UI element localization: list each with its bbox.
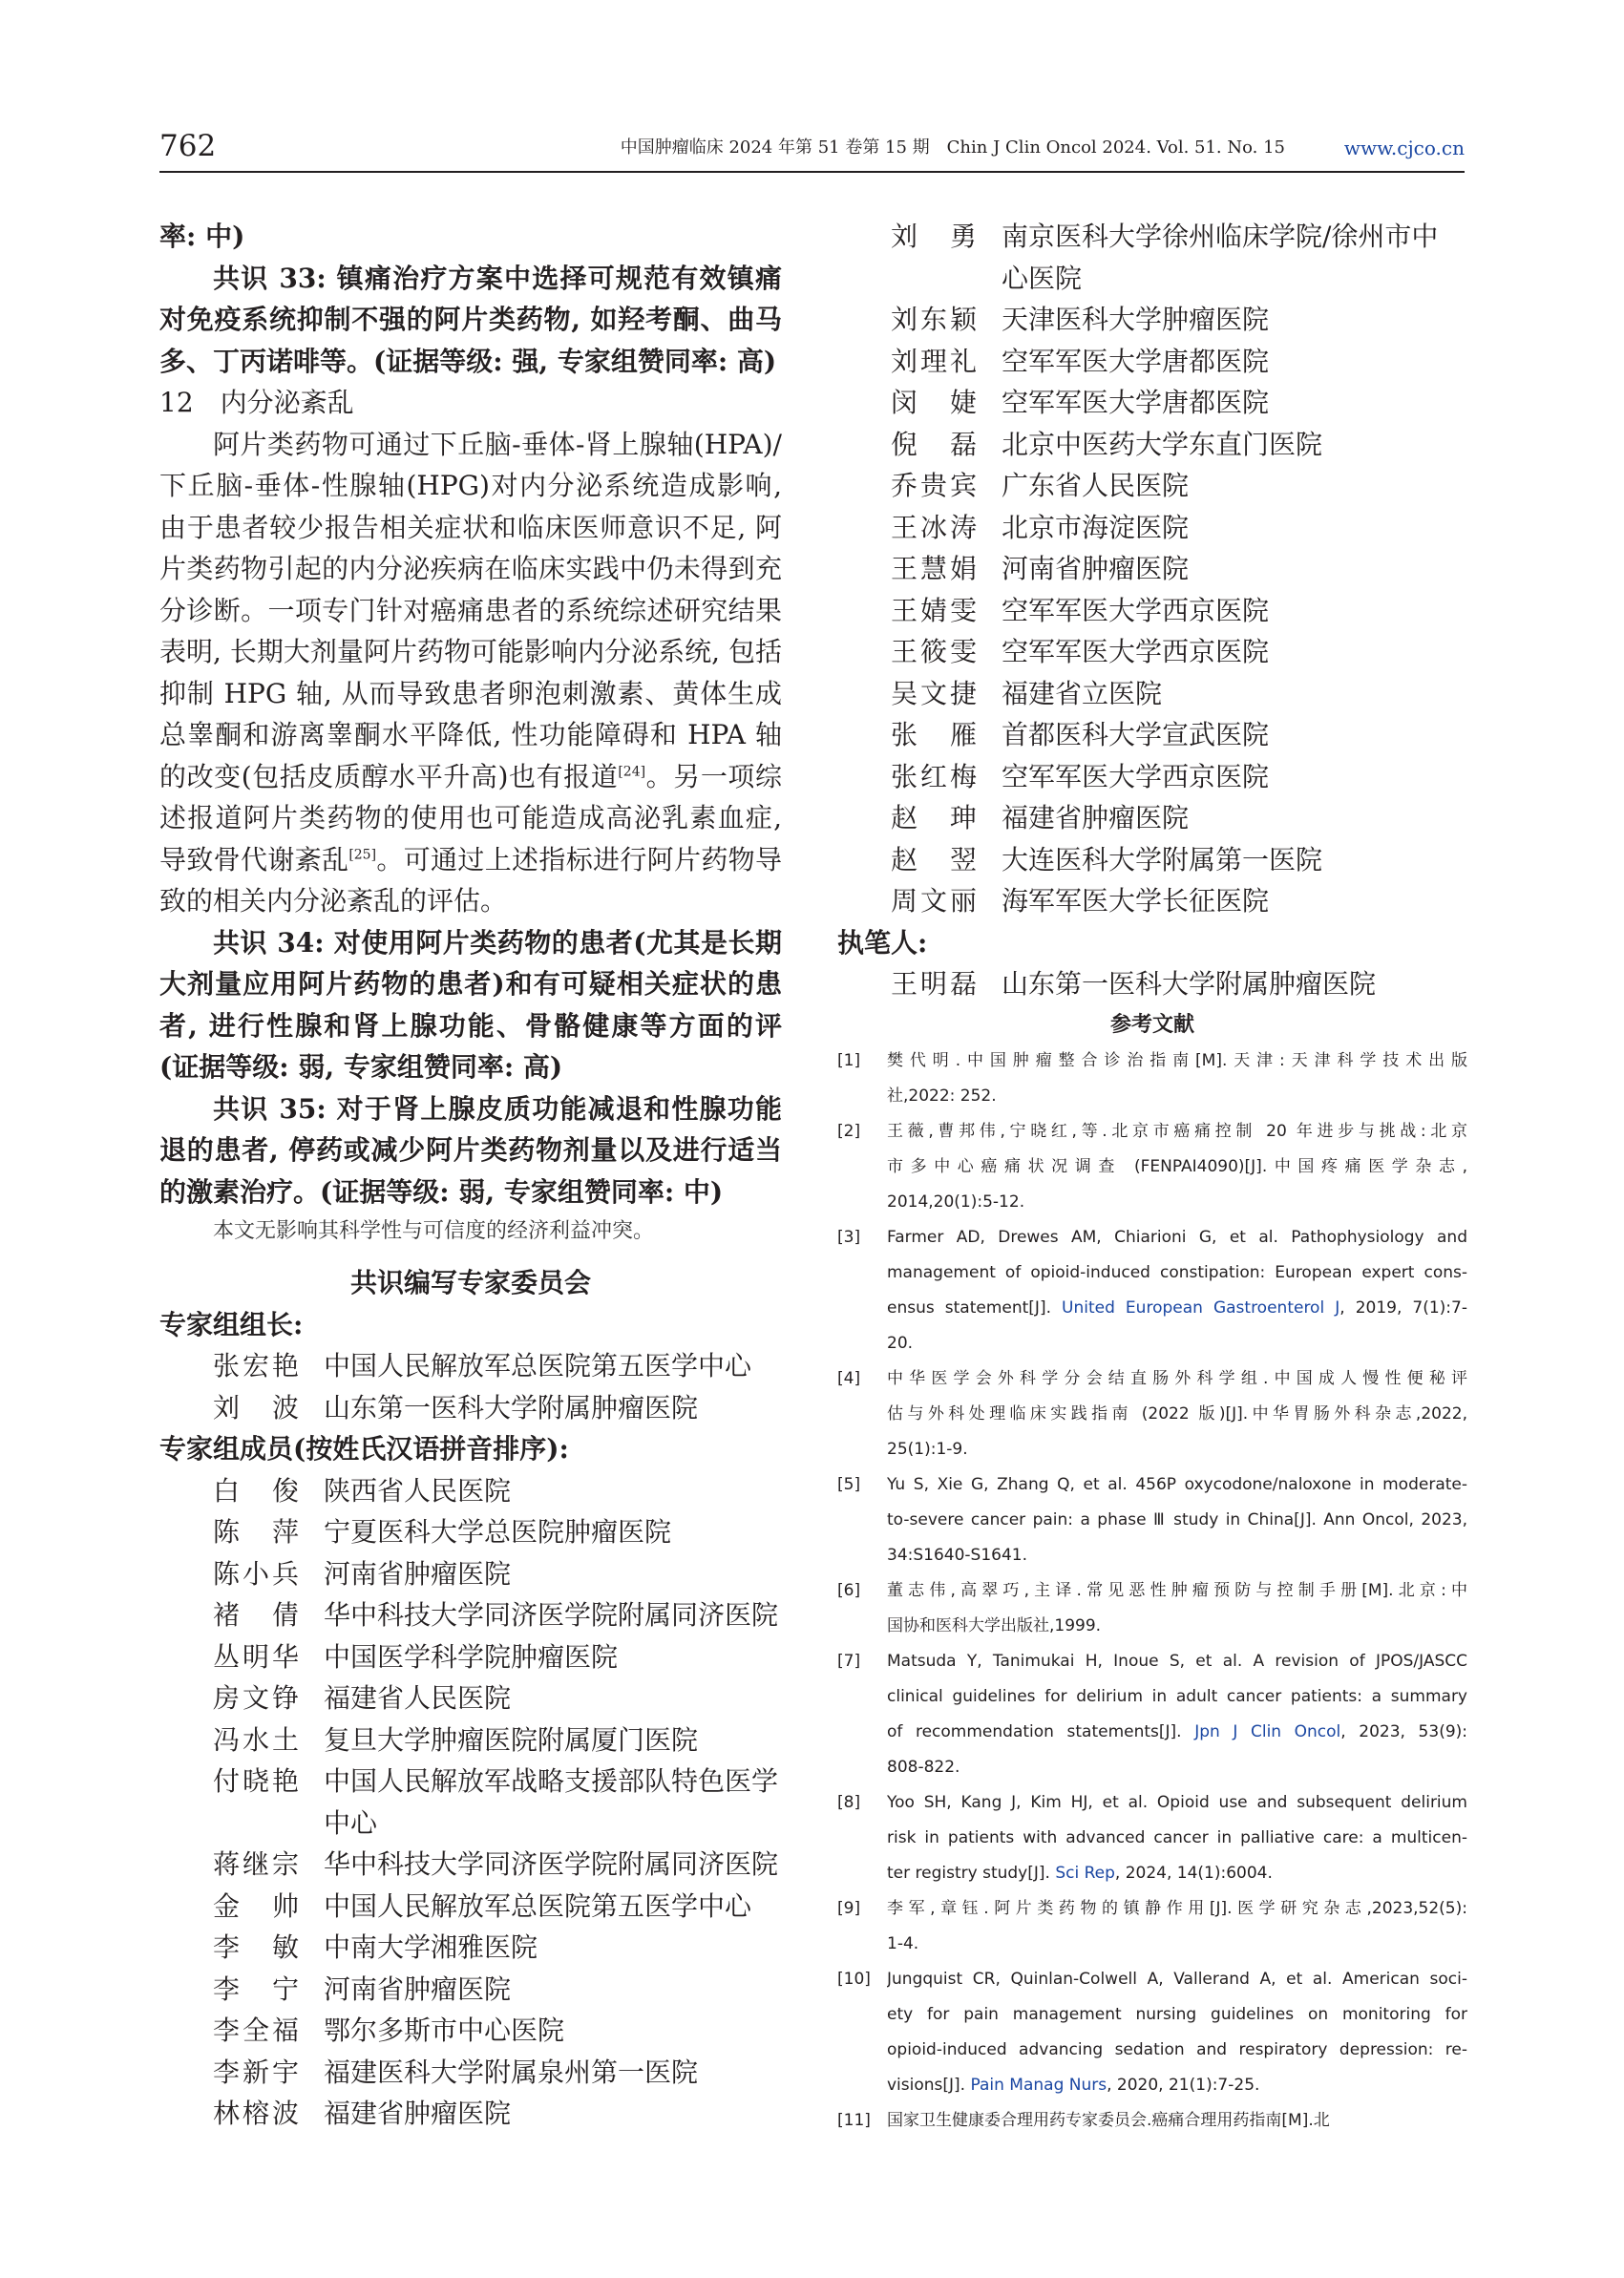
reference-text: ensus statement[J]. xyxy=(887,1297,1063,1318)
reference-line: 李军,章钰.阿片类药物的镇静作用[J].医学研究杂志,2023,52(5): xyxy=(887,1898,1467,1918)
member-affiliation: 华中科技大学同济医学院附属同济医院 xyxy=(324,1848,779,1880)
consensus-35: 的激素治疗。(证据等级: 弱, 专家组赞同率: 中) xyxy=(159,1175,724,1208)
leader-heading: 专家组组长: xyxy=(159,1308,304,1340)
reference-list xyxy=(837,1044,1467,2139)
member-name: 付晓艳 xyxy=(213,1765,299,1797)
citation-24[interactable]: [24] xyxy=(618,764,646,780)
member-name: 褚倩 xyxy=(213,1599,299,1631)
body-text: 。另一项综 xyxy=(645,760,782,792)
reference-text: , 2024, 14(1):6004. xyxy=(1114,1863,1273,1883)
member-name: 乔贵宾 xyxy=(891,470,977,501)
member-name: 陈萍 xyxy=(213,1516,299,1548)
reference-line: 中华医学会外科学分会结直肠外科学组.中国成人慢性便秘评 xyxy=(887,1368,1467,1388)
reference-line: 20. xyxy=(887,1333,914,1353)
member-name: 吴文捷 xyxy=(891,677,977,709)
reference-item xyxy=(837,1962,1467,2103)
reference-line: Matsuda Y, Tanimukai H, Inoue S, et al. A revision of JPOS/JASCC xyxy=(887,1651,1467,1671)
journal-link[interactable]: Jpn J Clin Oncol xyxy=(1194,1721,1341,1741)
reference-line: 34:S1640-S1641. xyxy=(887,1545,1028,1565)
member-affiliation: 福建省人民医院 xyxy=(324,1682,512,1714)
reference-line: management of opioid-induced constipation: European expert cons- xyxy=(887,1262,1467,1282)
member-affiliation: 大连医科大学附属第一医院 xyxy=(1002,843,1323,875)
member-entry xyxy=(837,756,1467,798)
body-line: 下丘脑-垂体-性腺轴(HPG)对内分泌系统造成影响, xyxy=(159,470,782,501)
member-entry xyxy=(159,1969,782,2011)
member-entry xyxy=(159,1886,782,1928)
reference-item xyxy=(837,1573,1467,1644)
left-column xyxy=(159,216,782,2135)
member-list xyxy=(159,1470,782,2135)
members-heading: 专家组成员(按姓氏汉语拼音排序): xyxy=(159,1433,569,1465)
member-entry xyxy=(159,1636,782,1678)
member-name: 王婧雯 xyxy=(891,594,977,626)
reference-line: Farmer AD, Drewes AM, Chiarioni G, et al. Pathophysiology and xyxy=(887,1227,1467,1247)
member-name: 张雁 xyxy=(891,719,977,750)
consensus-33: 对免疫系统抑制不强的阿片类药物, 如羟考酮、曲马 xyxy=(159,304,782,335)
member-name: 王筱雯 xyxy=(891,636,977,667)
member-entry xyxy=(159,1719,782,1761)
reference-number: [2] xyxy=(837,1121,861,1141)
member-entry xyxy=(837,590,1467,632)
member-affiliation: 福建省立医院 xyxy=(1002,677,1163,709)
member-affiliation: 中南大学湘雅医院 xyxy=(324,1931,538,1963)
consensus-34: 大剂量应用阿片药物的患者)和有可疑相关症状的患 xyxy=(159,968,782,1000)
member-affiliation: 福建医科大学附属泉州第一医院 xyxy=(324,2056,699,2088)
member-name: 倪磊 xyxy=(891,428,977,460)
member-name: 李宁 xyxy=(213,1972,299,2005)
reference-line: 国家卫生健康委合理用药专家委员会.癌痛合理用药指南[M].北 xyxy=(887,2110,1330,2130)
reference-item xyxy=(837,2103,1467,2139)
consensus-34: 共识 34: 对使用阿片类药物的患者(尤其是长期 xyxy=(213,926,782,959)
reference-item xyxy=(837,1891,1467,1962)
member-entry xyxy=(837,299,1467,341)
citation-25[interactable]: [25] xyxy=(348,847,377,863)
member-affiliation: 空军军医大学西京医院 xyxy=(1002,636,1270,667)
member-affiliation: 空军军医大学西京医院 xyxy=(1002,594,1270,626)
member-name: 周文丽 xyxy=(891,885,977,917)
member-name: 丛明华 xyxy=(213,1640,299,1673)
consensus-33: 共识 33: 镇痛治疗方案中选择可规范有效镇痛 xyxy=(213,262,782,294)
member-entry xyxy=(159,1927,782,1969)
member-name: 李全福 xyxy=(213,2014,299,2046)
reference-line: clinical guidelines for delirium in adult cancer patients: a summary xyxy=(887,1686,1467,1706)
member-entry xyxy=(159,1387,782,1429)
reference-item xyxy=(837,1361,1467,1467)
reference-line: 王薇,曹邦伟,宁晓红,等.北京市癌痛控制 20 年进步与挑战:北京 xyxy=(887,1121,1467,1141)
member-affiliation: 复旦大学肿瘤医院附属厦门医院 xyxy=(324,1723,699,1756)
member-affiliation: 河南省肿瘤医院 xyxy=(324,1557,512,1590)
reference-line: 董志伟,高翠巧,主译.常见恶性肿瘤预防与控制手册[M].北京:中 xyxy=(887,1580,1467,1600)
journal-link[interactable]: Sci Rep xyxy=(1055,1863,1115,1883)
body-line: 片类药物引起的内分泌疾病在临床实践中仍未得到充 xyxy=(159,553,782,584)
consensus-33: 多、丁丙诺啡等。(证据等级: 强, 专家组赞同率: 高) xyxy=(159,345,777,377)
body-line: 总睾酮和游离睾酮水平降低, 性功能障碍和 HPA 轴 xyxy=(159,719,782,750)
member-entry xyxy=(837,839,1467,881)
member-affiliation: 中国人民解放军战略支援部队特色医学 xyxy=(324,1765,779,1797)
conflict-of-interest: 本文无影响其科学性与可信度的经济利益冲突。 xyxy=(213,1219,655,1243)
member-name: 赵翌 xyxy=(891,843,977,875)
member-affiliation: 广东省人民医院 xyxy=(1002,470,1190,501)
paragraph-line: 率: 中) xyxy=(159,221,245,252)
body-line: 述报道阿片类药物的使用也可能造成高泌乳素血症, xyxy=(159,802,782,833)
member-name: 赵珅 xyxy=(891,802,977,833)
reference-text: , 2020, 21(1):7-25. xyxy=(1107,2075,1260,2095)
member-entry xyxy=(159,1470,782,1512)
member-name: 刘勇 xyxy=(891,221,977,252)
reference-line: 估与外科处理临床实践指南 (2022 版)[J].中华胃肠外科杂志,2022, xyxy=(887,1403,1467,1424)
member-name: 刘波 xyxy=(213,1391,299,1424)
reference-line: Yu S, Xie G, Zhang Q, et al. 456P oxycodone/naloxone in moderate- xyxy=(887,1474,1467,1494)
journal-link[interactable]: United European Gastroenterol J xyxy=(1062,1297,1340,1318)
member-name: 李敏 xyxy=(213,1931,299,1963)
body-text: 的改变(包括皮质醇水平升高)也有报道 xyxy=(159,760,619,792)
member-name: 刘理礼 xyxy=(891,345,977,377)
member-name: 刘东颖 xyxy=(891,304,977,335)
member-affiliation: 空军军医大学唐都医院 xyxy=(1002,345,1270,377)
reference-number: [9] xyxy=(837,1898,861,1918)
member-name: 王慧娟 xyxy=(891,553,977,584)
body-line: 阿片类药物可通过下丘脑-垂体-肾上腺轴(HPA)/ xyxy=(213,428,782,460)
page-number: 762 xyxy=(159,129,217,163)
member-entry xyxy=(837,714,1467,756)
member-name: 白俊 xyxy=(213,1474,299,1507)
member-entry xyxy=(837,548,1467,590)
reference-line: opioid-induced advancing sedation and respiratory depression: re- xyxy=(887,2039,1467,2059)
member-name: 王冰涛 xyxy=(891,511,977,543)
reference-line: 市多中心癌痛状况调查 (FENPAI4090)[J].中国疼痛医学杂志, xyxy=(887,1156,1467,1176)
journal-title: 中国肿瘤临床 2024 年第 51 卷第 15 期 Chin J Clin Oncol 2024. Vol. 51. No. 15 xyxy=(620,137,1285,158)
member-list xyxy=(837,216,1467,922)
member-affiliation: 宁夏医科大学总医院肿瘤医院 xyxy=(324,1516,672,1548)
member-entry xyxy=(837,673,1467,715)
reference-number: [1] xyxy=(837,1050,861,1070)
references-title: 参考文献 xyxy=(1109,1011,1194,1037)
member-entry xyxy=(837,797,1467,839)
reference-item xyxy=(837,1114,1467,1220)
member-affiliation: 华中科技大学同济医学院附属同济医院 xyxy=(324,1599,779,1631)
reference-line: 社,2022: 252. xyxy=(887,1086,997,1106)
body-text: 。可通过上述指标进行阿片药物导 xyxy=(376,843,782,875)
member-affiliation: 山东第一医科大学附属肿瘤医院 xyxy=(1002,968,1377,1000)
consensus-34: 者, 进行性腺和肾上腺功能、骨骼健康等方面的评 xyxy=(159,1009,782,1042)
reference-line xyxy=(887,2068,1467,2103)
member-entry xyxy=(837,465,1467,507)
body-line: 致的相关内分泌紊乱的评估。 xyxy=(159,885,508,917)
member-entry xyxy=(837,382,1467,424)
reference-number: [7] xyxy=(837,1651,861,1671)
member-entry xyxy=(837,507,1467,549)
reference-line xyxy=(887,1291,1467,1326)
member-name: 林榕波 xyxy=(213,2098,299,2129)
reference-line xyxy=(887,1856,1467,1891)
reference-line: ety for pain management nursing guidelines on monitoring for xyxy=(887,2004,1467,2024)
member-affiliation: 中国人民解放军总医院第五医学中心 xyxy=(324,1350,752,1382)
member-affiliation: 河南省肿瘤医院 xyxy=(1002,553,1190,584)
reference-item xyxy=(837,1785,1467,1891)
member-affiliation: 中国人民解放军总医院第五医学中心 xyxy=(324,1889,752,1922)
member-affiliation: 南京医科大学徐州临床学院/徐州市中 xyxy=(1002,221,1439,252)
member-name: 王明磊 xyxy=(891,968,977,1000)
member-name: 金帅 xyxy=(213,1889,299,1922)
reference-line: Yoo SH, Kang J, Kim HJ, et al. Opioid use and subsequent delirium xyxy=(887,1792,1467,1812)
member-entry xyxy=(159,1844,782,1886)
member-entry-cont xyxy=(837,258,1467,300)
reference-number: [8] xyxy=(837,1792,861,1812)
member-entry xyxy=(159,1511,782,1553)
body-line: 由于患者较少报告相关症状和临床医师意识不足, 阿 xyxy=(159,511,782,543)
member-affiliation: 中心 xyxy=(324,1806,378,1839)
writer-entry xyxy=(837,963,1467,1005)
committee-title: 共识编写专家委员会 xyxy=(349,1267,591,1298)
reference-line: 808-822. xyxy=(887,1757,960,1777)
body-line: 表明, 长期大剂量阿片药物可能影响内分泌系统, 包括 xyxy=(159,636,782,667)
reference-number: [11] xyxy=(837,2110,871,2130)
body-line xyxy=(159,756,782,798)
consensus-34: (证据等级: 弱, 专家组赞同率: 高) xyxy=(159,1051,563,1083)
reference-number: [4] xyxy=(837,1368,861,1388)
member-entry xyxy=(159,1761,782,1803)
reference-item xyxy=(837,1467,1467,1573)
member-name: 张宏艳 xyxy=(213,1350,299,1382)
member-affiliation: 心医院 xyxy=(1002,262,1083,294)
member-entry xyxy=(837,216,1467,258)
member-affiliation: 河南省肿瘤医院 xyxy=(324,1972,512,2005)
body-line: 分诊断。一项专门针对癌痛患者的系统综述研究结果 xyxy=(159,594,782,626)
member-entry xyxy=(159,1677,782,1719)
reference-number: [5] xyxy=(837,1474,861,1494)
consensus-35: 共识 35: 对于肾上腺皮质功能减退和性腺功能 xyxy=(213,1092,782,1125)
member-affiliation: 中国医学科学院肿瘤医院 xyxy=(324,1640,619,1673)
leader-list xyxy=(159,1345,782,1428)
member-affiliation: 北京中医药大学东直门医院 xyxy=(1002,428,1323,460)
member-affiliation: 陕西省人民医院 xyxy=(324,1474,512,1507)
right-column xyxy=(837,216,1467,2139)
consensus-35: 退的患者, 停药或减少阿片类药物剂量以及进行适当 xyxy=(159,1134,782,1166)
reference-line: Jungquist CR, Quinlan-Colwell A, Vallerand A, et al. American soci- xyxy=(887,1969,1467,1989)
writer-heading: 执笔人: xyxy=(837,926,928,959)
page-header xyxy=(159,127,1465,173)
member-affiliation: 首都医科大学宣武医院 xyxy=(1002,719,1270,750)
member-affiliation: 天津医科大学肿瘤医院 xyxy=(1002,304,1270,335)
reference-line: 25(1):1-9. xyxy=(887,1439,968,1459)
reference-number: [10] xyxy=(837,1969,871,1989)
member-entry xyxy=(837,341,1467,383)
member-name: 蒋继宗 xyxy=(213,1848,299,1880)
member-entry xyxy=(837,631,1467,673)
member-affiliation: 空军军医大学西京医院 xyxy=(1002,760,1270,792)
member-name: 闵婕 xyxy=(891,387,977,418)
member-entry xyxy=(159,1553,782,1595)
reference-line: risk in patients with advanced cancer in palliative care: a multicen- xyxy=(887,1827,1467,1847)
reference-line: 2014,20(1):5-12. xyxy=(887,1192,1025,1212)
member-entry xyxy=(159,2010,782,2052)
reference-line xyxy=(887,1715,1467,1750)
member-name: 张红梅 xyxy=(891,760,977,792)
member-entry xyxy=(159,1345,782,1387)
member-name: 冯水土 xyxy=(213,1723,299,1756)
reference-text: , 2023, 53(9): xyxy=(1340,1721,1467,1741)
member-entry xyxy=(159,1594,782,1636)
member-name: 李新宇 xyxy=(213,2056,299,2088)
reference-number: [3] xyxy=(837,1227,861,1247)
member-affiliation: 海军军医大学长征医院 xyxy=(1002,885,1270,917)
reference-line: 1-4. xyxy=(887,1933,919,1953)
reference-line: 国协和医科大学出版社,1999. xyxy=(887,1615,1102,1635)
reference-line: to-severe cancer pain: a phase Ⅲ study in China[J]. Ann Oncol, 2023, xyxy=(887,1509,1467,1529)
member-entry xyxy=(159,2093,782,2135)
journal-link[interactable]: Pain Manag Nurs xyxy=(970,2075,1107,2095)
reference-item xyxy=(837,1220,1467,1361)
reference-text: of recommendation statements[J]. xyxy=(887,1721,1195,1741)
member-entry xyxy=(159,2052,782,2094)
member-name: 陈小兵 xyxy=(213,1557,299,1590)
member-entry xyxy=(837,424,1467,466)
member-entry-cont xyxy=(159,1803,782,1845)
section-heading: 12 内分泌紊乱 xyxy=(159,387,354,418)
reference-number: [6] xyxy=(837,1580,861,1600)
reference-item xyxy=(837,1644,1467,1785)
reference-text: , 2019, 7(1):7- xyxy=(1339,1297,1467,1318)
member-affiliation: 鄂尔多斯市中心医院 xyxy=(324,2014,565,2046)
reference-item xyxy=(837,1044,1467,1114)
member-affiliation: 山东第一医科大学附属肿瘤医院 xyxy=(324,1391,699,1424)
member-affiliation: 福建省肿瘤医院 xyxy=(324,2098,512,2129)
reference-line: 樊代明.中国肿瘤整合诊治指南[M].天津:天津科学技术出版 xyxy=(887,1050,1467,1070)
member-affiliation: 北京市海淀医院 xyxy=(1002,511,1190,543)
member-entry xyxy=(837,880,1467,922)
member-affiliation: 空军军医大学唐都医院 xyxy=(1002,387,1270,418)
member-name: 房文铮 xyxy=(213,1682,299,1714)
reference-text: ter registry study[J]. xyxy=(887,1863,1056,1883)
body-line: 抑制 HPG 轴, 从而导致患者卵泡刺激素、黄体生成 xyxy=(159,677,782,709)
member-affiliation: 福建省肿瘤医院 xyxy=(1002,802,1190,833)
journal-url-link[interactable]: www.cjco.cn xyxy=(1343,137,1465,159)
reference-text: visions[J]. xyxy=(887,2075,971,2095)
body-text: 导致骨代谢紊乱 xyxy=(159,843,349,875)
body-line xyxy=(159,839,782,881)
